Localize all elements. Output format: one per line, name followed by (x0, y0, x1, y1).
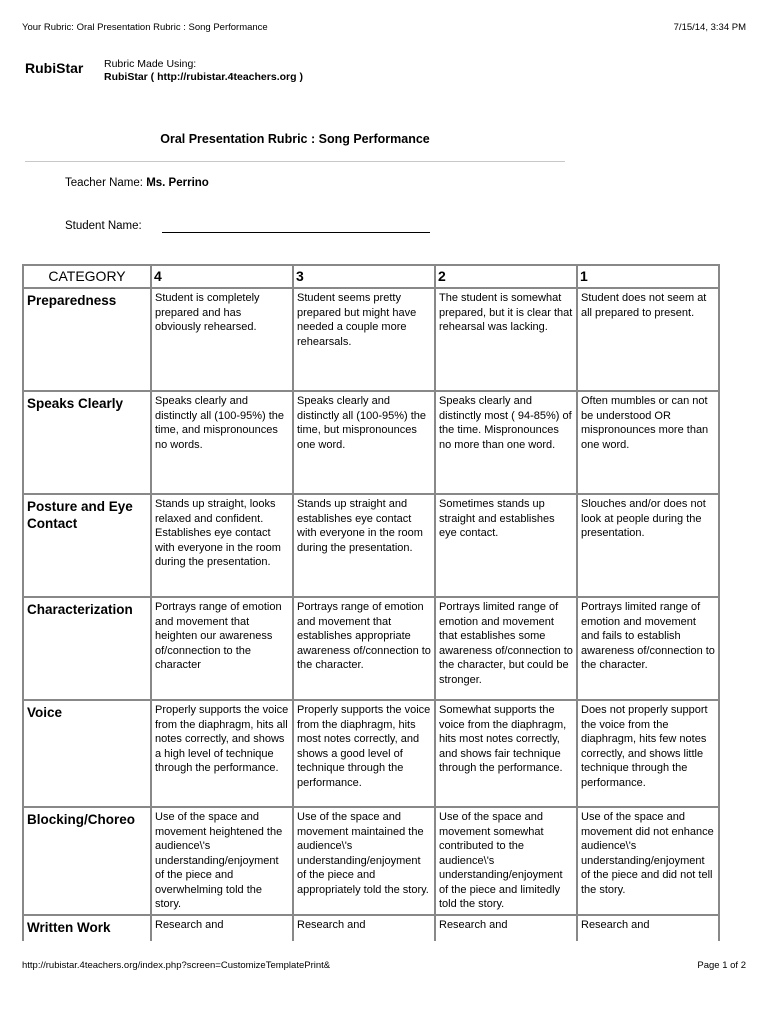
table-row (23, 288, 719, 391)
table-cell: Somewhat supports the voice from the diaphragm, hits most notes correctly, and shows fair technique through the performance. (435, 700, 577, 807)
rubistar-link[interactable]: RubiStar ( http://rubistar.4teachers.org ) (104, 71, 303, 83)
table-cell: Use of the space and movement maintained the audience\'s understanding/enjoyment of the piece and appropriately told the story. (293, 807, 435, 915)
table-cell: Properly supports the voice from the diaphragm, hits most notes correctly, and shows a good level of technique through the performance. (293, 700, 435, 807)
table-cell: Research and (293, 915, 435, 942)
table-row (23, 700, 719, 807)
print-header-title: Your Rubric: Oral Presentation Rubric : Song Performance (22, 22, 268, 33)
row-category: Speaks Clearly (23, 391, 151, 494)
table-cell: Use of the space and movement somewhat contributed to the audience\'s understanding/enjoyment of the piece and limitedly told the story. (435, 807, 577, 915)
table-row (23, 391, 719, 494)
print-header-datetime: 7/15/14, 3:34 PM (673, 22, 746, 33)
rubric-table (22, 264, 720, 941)
header-level-1: 1 (577, 265, 719, 288)
teacher-name-label: Teacher Name: (65, 177, 143, 189)
table-cell: Student seems pretty prepared but might have needed a couple more rehearsals. (293, 288, 435, 391)
print-footer (22, 960, 746, 974)
table-row (23, 597, 719, 700)
made-using-label: Rubric Made Using: (104, 58, 197, 70)
table-row (23, 915, 719, 942)
table-row (23, 494, 719, 597)
table-row (23, 807, 719, 915)
table-cell: Speaks clearly and distinctly all (100-95%) the time, and mispronounces no words. (151, 391, 293, 494)
row-category: Characterization (23, 597, 151, 700)
page-title: Oral Presentation Rubric : Song Performance (160, 132, 430, 146)
header-row (23, 265, 719, 288)
student-name-label: Student Name: (65, 220, 142, 232)
table-cell: Speaks clearly and distinctly all (100-95%) the time, but mispronounces one word. (293, 391, 435, 494)
header-level-4: 4 (151, 265, 293, 288)
row-category: Preparedness (23, 288, 151, 391)
header-level-3: 3 (293, 265, 435, 288)
table-cell: Research and (577, 915, 719, 942)
table-cell: Stands up straight and establishes eye contact with everyone in the room during the presentation. (293, 494, 435, 597)
table-cell: Often mumbles or can not be understood OR mispronounces more than one word. (577, 391, 719, 494)
table-cell: Does not properly support the voice from the diaphragm, hits few notes correctly, and shows little technique through the performance. (577, 700, 719, 807)
row-category: Voice (23, 700, 151, 807)
header-category: CATEGORY (23, 265, 151, 288)
table-cell: Research and (435, 915, 577, 942)
page-number: Page 1 of 2 (697, 960, 746, 971)
row-category: Blocking/Choreo (23, 807, 151, 915)
table-cell: Student does not seem at all prepared to present. (577, 288, 719, 391)
brand-logo: RubiStar (25, 60, 84, 76)
table-cell: Research and (151, 915, 293, 942)
print-footer-url: http://rubistar.4teachers.org/index.php?screen=CustomizeTemplatePrint& (22, 960, 331, 971)
row-category: Posture and Eye Contact (23, 494, 151, 597)
table-cell: Use of the space and movement did not enhance audience\'s understanding/enjoyment of the piece and did not tell the story. (577, 807, 719, 915)
table-cell: Slouches and/or does not look at people during the presentation. (577, 494, 719, 597)
table-cell: Sometimes stands up straight and establishes eye contact. (435, 494, 577, 597)
header-level-2: 2 (435, 265, 577, 288)
table-cell: Stands up straight, looks relaxed and confident. Establishes eye contact with everyone in the room during the presentation. (151, 494, 293, 597)
table-cell: Portrays range of emotion and movement that establishes appropriate awareness of/connection to the character. (293, 597, 435, 700)
table-cell: The student is somewhat prepared, but it is clear that rehearsal was lacking. (435, 288, 577, 391)
table-cell: Portrays limited range of emotion and movement that establishes some awareness of/connection to the character, but could be stronger. (435, 597, 577, 700)
row-category: Written Work (23, 915, 151, 942)
teacher-name-value: Ms. Perrino (146, 177, 209, 189)
table-cell: Speaks clearly and distinctly most ( 94-85%) of the time. Mispronounces no more than one word. (435, 391, 577, 494)
table-cell: Properly supports the voice from the diaphragm, hits all notes correctly, and shows a high level of technique through the performance. (151, 700, 293, 807)
table-cell: Portrays limited range of emotion and movement and fails to establish awareness of/connection to the character. (577, 597, 719, 700)
table-cell: Use of the space and movement heightened the audience\'s understanding/enjoyment of the piece and overwhelming told the story. (151, 807, 293, 915)
table-cell: Student is completely prepared and has obviously rehearsed. (151, 288, 293, 391)
table-cell: Portrays range of emotion and movement that heighten our awareness of/connection to the character (151, 597, 293, 700)
